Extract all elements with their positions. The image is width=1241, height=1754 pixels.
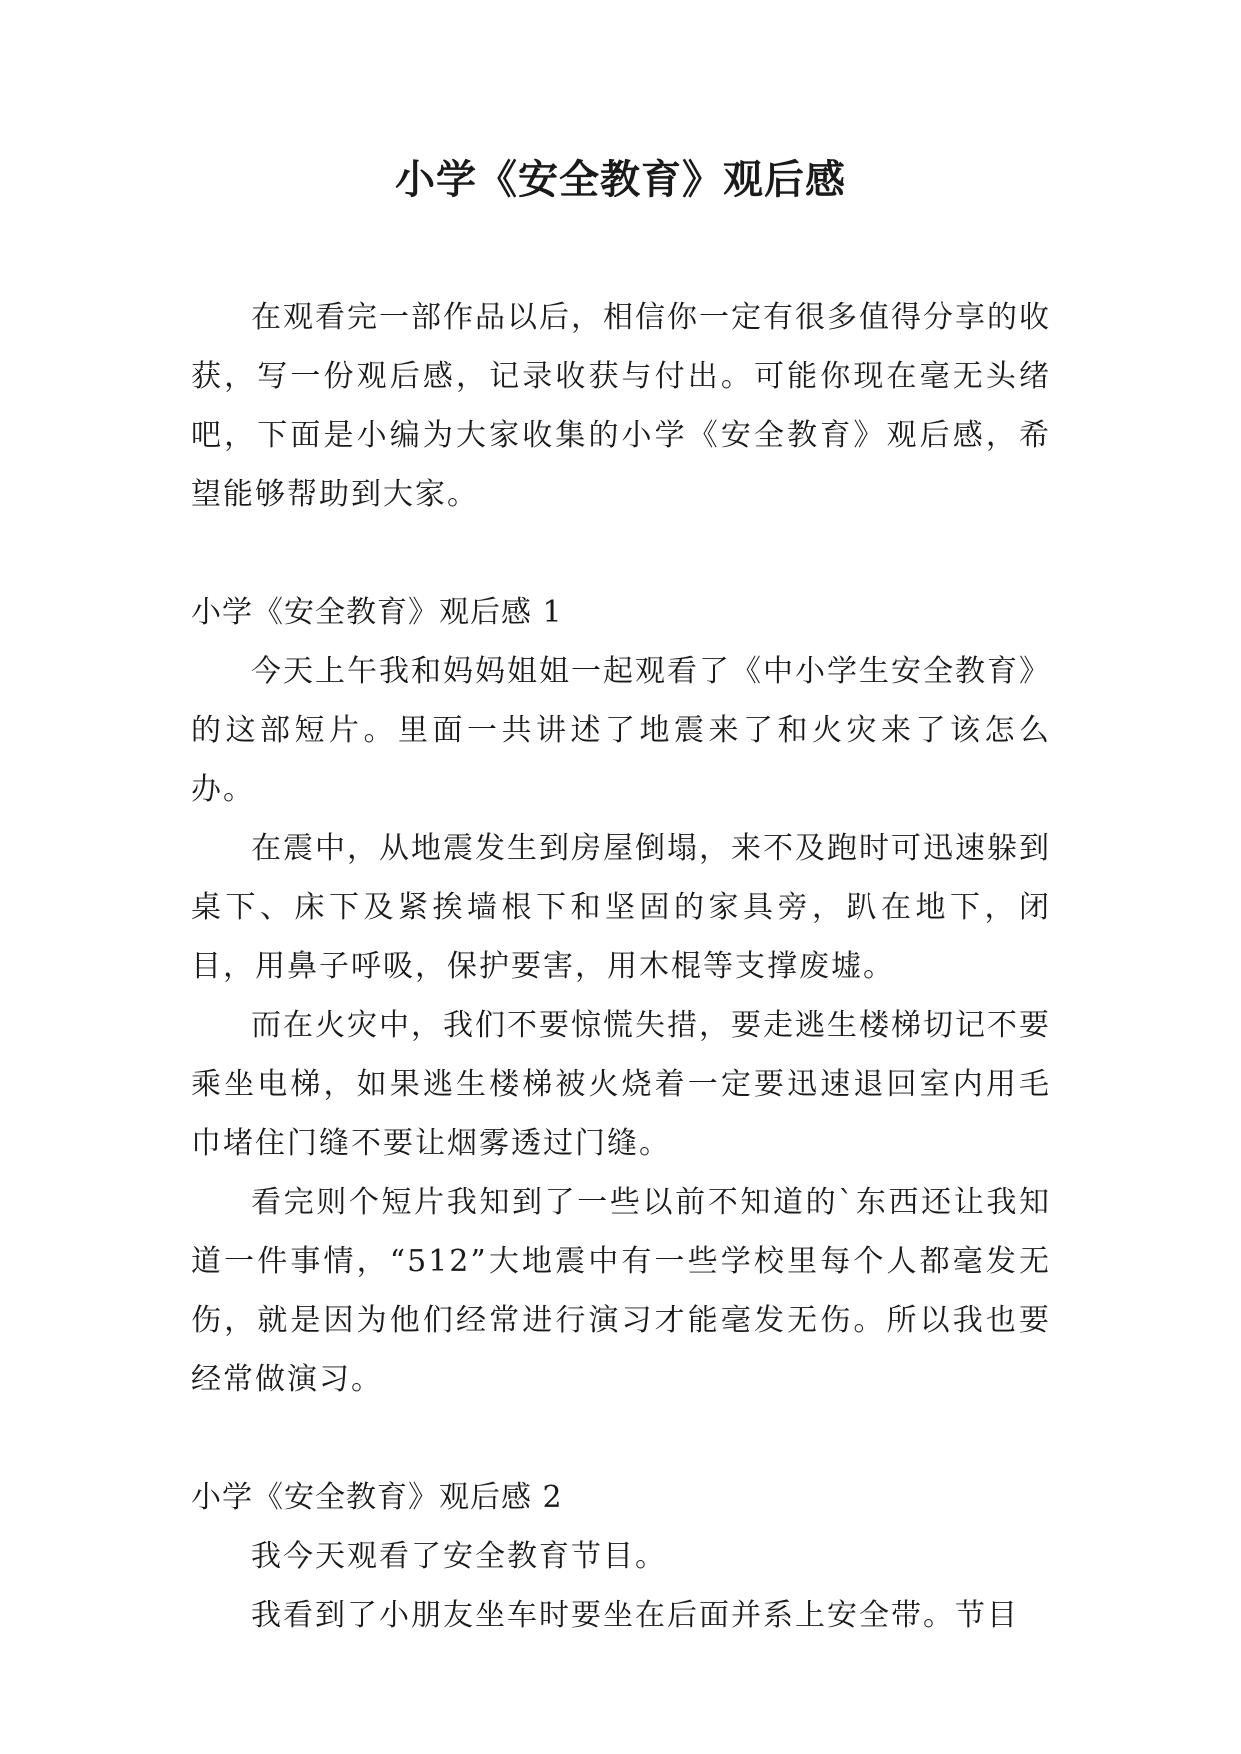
document-body	[191, 288, 1051, 1645]
section-spacer	[191, 1409, 1051, 1468]
section-paragraph: 今天上午我和妈妈姐姐一起观看了《中小学生安全教育》的这部短片。里面一共讲述了地震来了和火灾来了该怎么办。	[191, 654, 1051, 807]
intro-paragraph: 在观看完一部作品以后，相信你一定有很多值得分享的收获，写一份观后感，记录收获与付出。可能你现在毫无头绪吧，下面是小编为大家收集的小学《安全教育》观后感，希望能够帮助到大家。	[191, 300, 1051, 512]
section-paragraph: 在震中，从地震发生到房屋倒塌，来不及跑时可迅速躲到桌下、床下及紧挨墙根下和坚固的家具旁，趴在地下，闭目，用鼻子呼吸，保护要害，用木棍等支撑废墟。	[191, 831, 1051, 984]
document-title: 小学《安全教育》观后感	[395, 157, 846, 203]
section-paragraph: 看完则个短片我知到了一些以前不知道的`东西还让我知道一件事情，“512”大地震中有一些学校里每个人都毫发无伤，就是因为他们经常进行演习才能毫发无伤。所以我也要经常做演习。	[191, 1185, 1051, 1397]
section-spacer	[191, 524, 1051, 583]
section-heading: 小学《安全教育》观后感 2	[191, 1480, 563, 1515]
section-heading: 小学《安全教育》观后感 1	[191, 595, 563, 630]
section-paragraph: 而在火灾中，我们不要惊慌失措，要走逃生楼梯切记不要乘坐电梯，如果逃生楼梯被火烧着一定要迅速退回室内用毛巾堵住门缝不要让烟雾透过门缝。	[191, 1008, 1051, 1161]
section-paragraph: 我今天观看了安全教育节目。	[251, 1539, 667, 1574]
section-paragraph: 我看到了小朋友坐车时要坐在后面并系上安全带。节目	[251, 1598, 1019, 1633]
